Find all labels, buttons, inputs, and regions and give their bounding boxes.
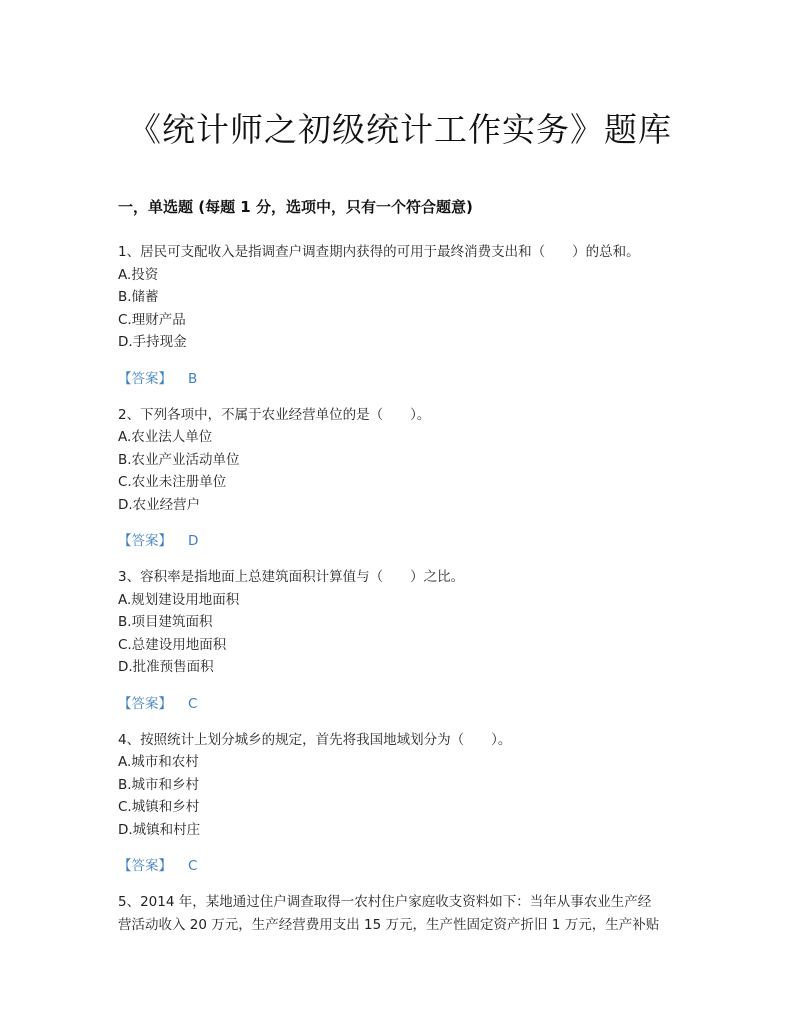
answer-label: 【答案】 bbox=[118, 533, 172, 549]
question-5 bbox=[118, 891, 688, 936]
section-heading: 一，单选题 (每题 1 分，选项中，只有一个符合题意) bbox=[118, 198, 473, 216]
question-stem: 4、按照统计上划分城乡的规定，首先将我国地域划分为（ ）。 bbox=[118, 731, 512, 748]
answer-row bbox=[118, 693, 688, 715]
question-1 bbox=[118, 241, 688, 390]
answer-label: 【答案】 bbox=[118, 370, 172, 387]
option-a: A.规划建设用地面积 bbox=[118, 591, 240, 608]
option-c: C.城镇和乡村 bbox=[118, 799, 200, 815]
option-a: A.农业法人单位 bbox=[118, 429, 213, 445]
answer-label: 【答案】 bbox=[118, 858, 172, 874]
answer-label: 【答案】 bbox=[118, 695, 172, 712]
option-d: D.批准预售面积 bbox=[118, 659, 214, 675]
option-c: C.农业未注册单位 bbox=[118, 474, 227, 490]
answer-row bbox=[118, 530, 688, 552]
option-d: D.城镇和村庄 bbox=[118, 821, 201, 838]
option-a: A.城市和农村 bbox=[118, 754, 199, 770]
answer-value: D bbox=[188, 533, 199, 549]
answer-value: C bbox=[188, 858, 198, 874]
option-a: A.投资 bbox=[118, 266, 159, 283]
option-c: C.总建设用地面积 bbox=[118, 636, 227, 653]
question-stem: 3、容积率是指地面上总建筑面积计算值与（ ）之比。 bbox=[118, 569, 465, 585]
option-c: C.理财产品 bbox=[118, 311, 186, 328]
question-stem-line-1: 5、2014 年，某地通过住户调查取得一农村住户家庭收支资料如下：当年从事农业生产经 bbox=[118, 894, 652, 910]
answer-value: C bbox=[188, 695, 198, 712]
option-d: D.农业经营户 bbox=[118, 496, 201, 513]
option-b: B.项目建筑面积 bbox=[118, 614, 213, 630]
question-stem-line-2: 营活动收入 20 万元，生产经营费用支出 15 万元，生产性固定资产折旧 1 万元，生产补贴 bbox=[118, 916, 660, 933]
question-3 bbox=[118, 566, 688, 715]
option-b: B.农业产业活动单位 bbox=[118, 451, 240, 468]
answer-value: B bbox=[188, 370, 198, 387]
option-b: B.城市和乡村 bbox=[118, 776, 200, 793]
document-title: 《统计师之初级统计工作实务》题库 bbox=[128, 110, 672, 149]
question-list bbox=[118, 241, 688, 936]
answer-row bbox=[118, 855, 688, 877]
question-2 bbox=[118, 404, 688, 553]
question-stem: 2、下列各项中，不属于农业经营单位的是（ ）。 bbox=[118, 406, 431, 423]
question-stem: 1、居民可支配收入是指调查户调查期内获得的可用于最终消费支出和（ ）的总和。 bbox=[118, 244, 640, 260]
option-d: D.手持现金 bbox=[118, 334, 187, 350]
answer-row bbox=[118, 368, 688, 390]
option-b: B.储蓄 bbox=[118, 289, 159, 305]
question-4 bbox=[118, 729, 688, 878]
